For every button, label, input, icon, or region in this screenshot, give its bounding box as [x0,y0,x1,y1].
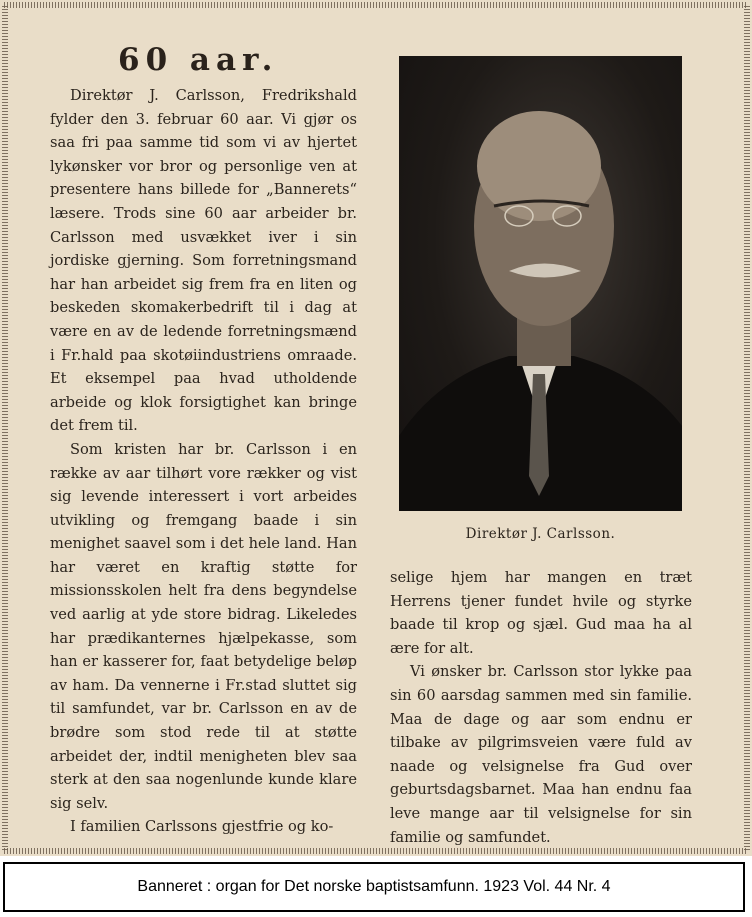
paragraph-3-start: I familien Carlssons gjestfrie og ko- [70,818,334,836]
citation-text: Banneret : organ for Det norske baptistsamfunn. 1923 Vol. 44 Nr. 4 [137,878,611,895]
right-border-rule [744,6,750,850]
citation-box [3,862,745,912]
portrait-illustration [399,56,682,511]
paragraph-4: Vi ønsker br. Carlsson stor lykke paa sin 60 aarsdag sammen med sin familie. Maa de dage og aar som endnu er tilbake av pilgrimsveien være fuld av naade og velsignelse fra Gud over geburtsdagsbarnet. Maa han endnu faa leve mange aar til velsignelse for sin familie og samfundet. [390,663,692,846]
paragraph-1: Direktør J. Carlsson, Fredrikshald fylder den 3. februar 60 aar. Vi gjør os saa fri paa samme tid som vi av hjertet lykønsker vor bror og personlige ven at presentere hans billede for „Bannerets“ læsere. Trods sine 60 aar arbeider br. Carlsson med usvækket iver i sin jordiske gjerning. Som forretningsmand har han arbeidet sig frem fra en liten og beskeden skomakerbedrift til i dag at være en av de ledende forretningsmænd i Fr.hald paa skotøiindustriens omraade. Et eksempel paa hvad utholdende arbeide og klok forsigtighet kan bringe det frem til. [50,87,357,435]
paragraph-3-continued: selige hjem har mangen en træt Herrens tjener fundet hvile og styrke baade til krop og sjæl. Gud maa ha al ære for alt. [390,569,692,657]
article-title: 60 aar. [118,42,279,78]
left-text-column [50,84,357,839]
portrait-photo [399,56,682,511]
right-text-column [390,566,692,849]
left-border-rule [2,6,8,850]
paragraph-2: Som kristen har br. Carlsson i en række av aar tilhørt vore rækker og vist sig levende interessert i vort arbeides utvikling og fremgang baade i sin menighet saavel som i det hele land. Han har været en kraftig støtte for missionsskolen helt fra dens begyndelse ved aarlig at yde store bidrag. Likeledes har prædikanternes hjælpekasse, som han er kasserer for, faat betydelige beløp av ham. Da vennerne i Fr.stad sluttet sig til samfundet, var br. Carlsson en av de brødre som stod rede til at støtte arbeidet der, indtil menigheten blev saa sterk at den saa nogenlunde kunde klare sig selv. [50,440,357,812]
photo-caption: Direktør J. Carlsson. [465,526,616,542]
top-border-rule [4,2,748,8]
